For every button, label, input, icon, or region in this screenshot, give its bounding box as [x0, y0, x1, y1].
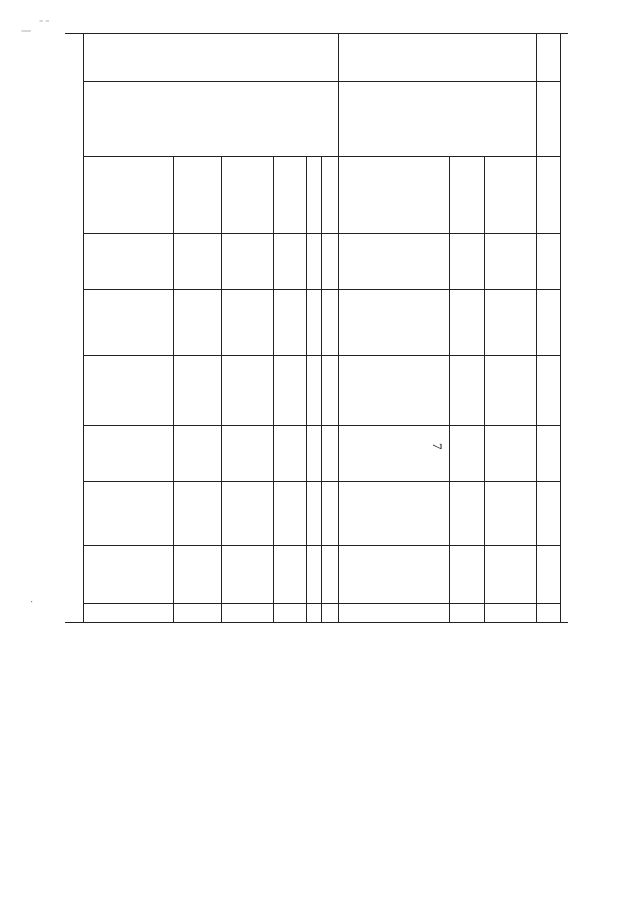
column-line	[84, 289, 561, 290]
source-row-line	[306, 156, 307, 622]
column-line	[65, 622, 568, 623]
source-row-line	[321, 156, 322, 622]
row-line	[83, 33, 84, 622]
column-line	[84, 156, 561, 157]
column-line	[84, 603, 561, 604]
source-row-line	[273, 156, 274, 622]
scan-mark: ¦	[39, 20, 50, 23]
column-line	[84, 425, 561, 426]
scan-mark: ·	[25, 600, 36, 604]
column-line	[84, 355, 561, 356]
column-line	[65, 33, 568, 34]
scan-mark: |	[21, 30, 32, 33]
source-row-line	[449, 156, 450, 622]
column-line	[84, 545, 561, 546]
column-line	[84, 481, 561, 482]
column-line	[84, 81, 561, 82]
source-row-line	[221, 156, 222, 622]
row-line	[536, 33, 537, 622]
column-line	[84, 233, 561, 234]
source-row-line	[173, 156, 174, 622]
source-row-line	[484, 156, 485, 622]
page-number: 7	[430, 443, 445, 450]
section-line	[338, 33, 339, 622]
row-line	[560, 33, 561, 622]
